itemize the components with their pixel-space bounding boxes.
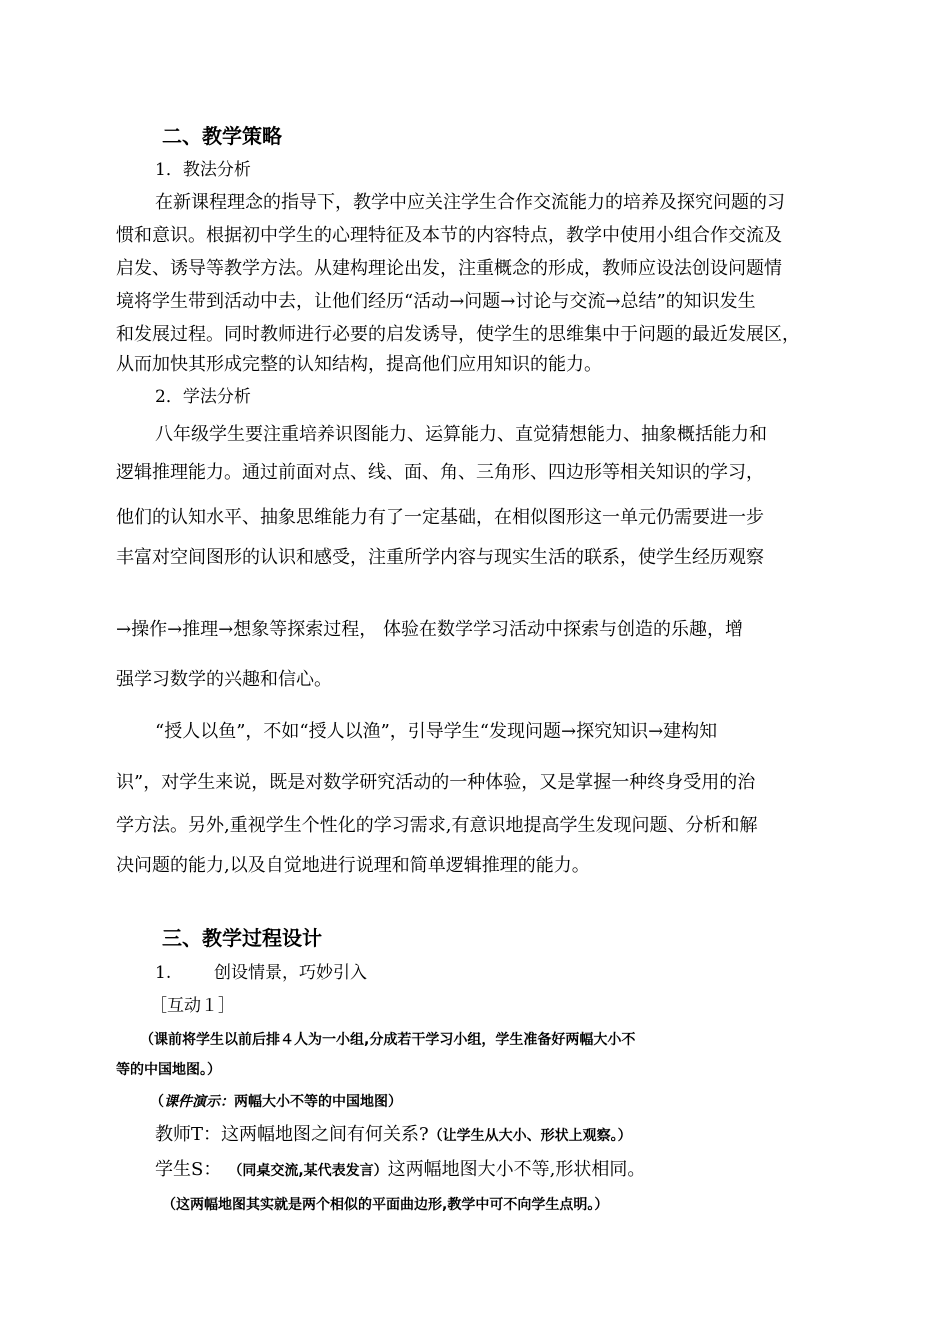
teacher-line	[155, 1126, 632, 1144]
subheading-teaching-method: 1．教法分析	[155, 160, 251, 180]
paragraph-line: 在新课程理念的指导下，教学中应关注学生合作交流能力的培养及探究问题的习	[155, 192, 785, 213]
paragraph-line: 丰富对空间图形的认识和感受，注重所学内容与现实生活的联系，使学生经历观察	[116, 547, 764, 568]
subheading-learning-method: 2．学法分析	[155, 387, 251, 407]
note-line: （这两幅地图其实就是两个相似的平面曲边形,教学中可不向学生点明。）	[162, 1197, 609, 1213]
paragraph-line: 强学习数学的兴趣和信心。	[116, 669, 332, 690]
section-heading-strategy: 二、教学策略	[162, 124, 282, 148]
paragraph-line: 和发展过程。同时教师进行必要的启发诱导，使学生的思维集中于问题的最近发展区，	[116, 324, 800, 345]
section-heading-process: 三、教学过程设计	[162, 926, 322, 950]
interaction-label: ［互动１］	[150, 996, 235, 1016]
list-item-number: 1.	[155, 963, 172, 983]
demo-label: 课件演示：	[164, 1094, 234, 1110]
paragraph-line: 境将学生带到活动中去，让他们经历“活动→问题→讨论与交流→总结”的知识发生	[116, 291, 756, 312]
note-line: （课前将学生以前后排４人为一小组,分成若干学习小组，学生准备好两幅大小不	[140, 1032, 636, 1048]
note-line: 等的中国地图。）	[116, 1062, 221, 1078]
teacher-note: （让学生从大小、形状上观察。）	[428, 1128, 632, 1144]
student-line	[155, 1161, 645, 1179]
demo-open-paren: （	[150, 1094, 164, 1110]
paragraph-line: →操作→推理→想象等探索过程， 体验在数学学习活动中探索与创造的乐趣，增	[116, 619, 743, 640]
paragraph-line: 八年级学生要注重培养识图能力、运算能力、直觉猜想能力、抽象概括能力和	[155, 424, 767, 445]
demo-text: 两幅大小不等的中国地图）	[234, 1094, 402, 1110]
student-note: （同桌交流,某代表发言）	[235, 1163, 388, 1179]
paragraph-line: 他们的认知水平、抽象思维能力有了一定基础，在相似图形这一单元仍需要进一步	[116, 507, 764, 528]
paragraph-line: 识”，对学生来说，既是对数学研究活动的一种体验，又是掌握一种终身受用的治	[116, 772, 756, 793]
paragraph-line: 逻辑推理能力。通过前面对点、线、面、角、三角形、四边形等相关知识的学习，	[116, 462, 764, 483]
teacher-question: 教师T：这两幅地图之间有何关系?	[155, 1124, 429, 1145]
paragraph-line: “授人以鱼”，不如“授人以渔”，引导学生“发现问题→探究知识→建构知	[155, 721, 718, 742]
paragraph-line: 从而加快其形成完整的认知结构，提高他们应用知识的能力。	[116, 354, 602, 375]
paragraph-line: 惯和意识。根据初中学生的心理特征及本节的内容特点，教学中使用小组合作交流及	[116, 225, 782, 246]
student-answer: 这两幅地图大小不等,形状相同。	[387, 1159, 646, 1180]
paragraph-line: 决问题的能力,以及自觉地进行说理和简单逻辑推理的能力。	[116, 855, 590, 876]
demo-line	[150, 1095, 402, 1109]
paragraph-line: 学方法。另外,重视学生个性化的学习需求,有意识地提高学生发现问题、分析和解	[116, 815, 758, 836]
student-label: 学生S：	[155, 1159, 222, 1180]
paragraph-line: 启发、诱导等教学方法。从建构理论出发，注重概念的形成，教师应设法创设问题情	[116, 258, 782, 279]
list-item-title: 创设情景，巧妙引入	[214, 963, 367, 983]
